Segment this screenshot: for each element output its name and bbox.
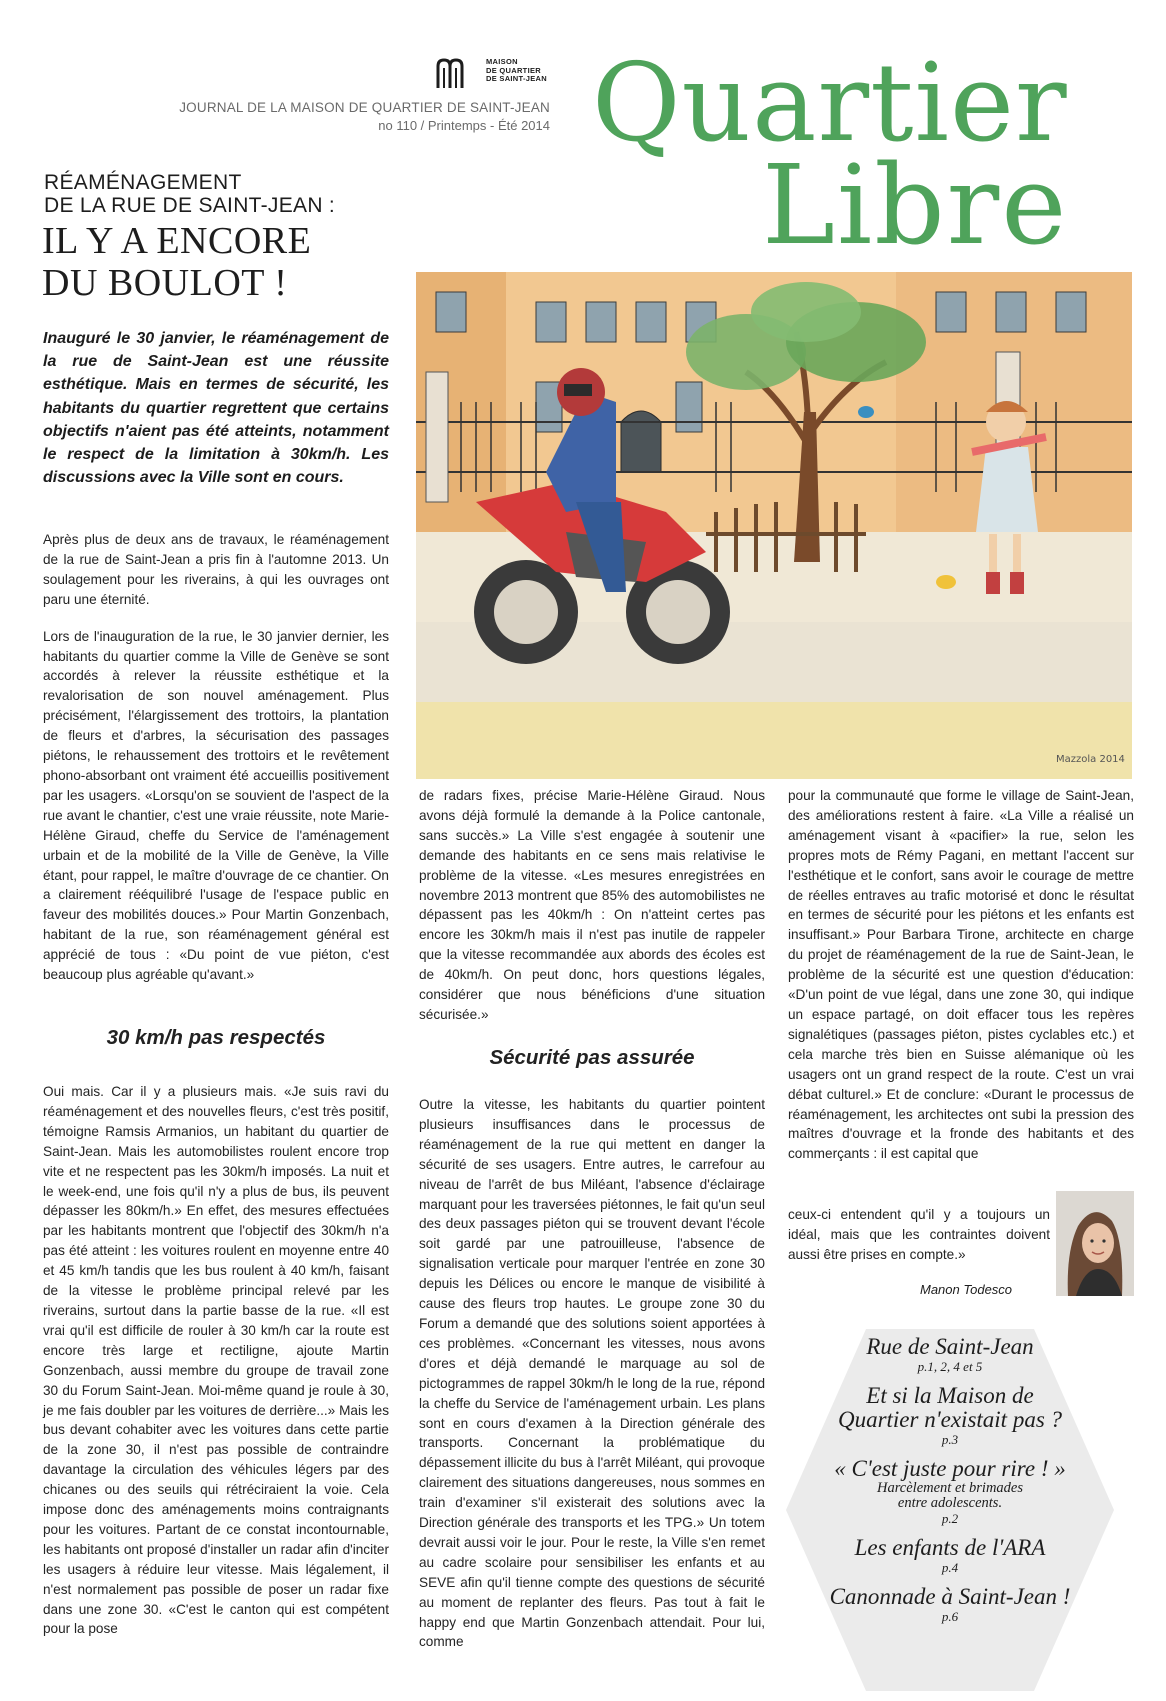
toc-title: Et si la Maison de Quartier n'existait pas ? [837, 1383, 1063, 1432]
journal-title: JOURNAL DE LA MAISON DE QUARTIER DE SAINT-JEAN [179, 100, 550, 115]
toc-title: Canonnade à Saint-Jean ! [829, 1584, 1071, 1609]
issue-number: no 110 / Printemps - Été 2014 [378, 118, 550, 133]
maison-quartier-logo-icon [434, 56, 470, 92]
article-headline: IL Y A ENCORE DU BOULOT ! [42, 220, 312, 304]
paragraph: Oui mais. Car il y a plusieurs mais. «Je suis ravi du réaménagement et des nouvelles fleurs, c'est très positif, témoigne Ramsis Armanios, un habitant du quartier de Saint-Jean. Mais les automobilistes roulent encore trop vite et ne respectent pas les 30km/h imposés. La nuit et le week-end, une fois qu'il n'y a plus de bus, ils peuvent dépasser les 80km/h.» En effet, des mesures effectuées par les habitants montrent que l'objectif des 30km/h n'a pas été atteint : les voitures roulent en moyenne entre 40 et 45 km/h tandis que les bus roulent à 40 km/h, faisant de la vitesse le problème principal relevé par les riverains, surtout dans la partie basse de la rue. «Il est vrai qu'il est difficile de rouler à 30 km/h car la route est encore très large et rectiligne, ajoute Martin Gonzenbach, aussi membre du groupe de travail zone 30 du Forum Saint-Jean. Moi-même quand je roule à 30, je me fais doubler par les voitures de derrière...» Mais les bus devant cohabiter avec les voitures dans cette partie de la zone 30, il n'est pas possible de contraindre davantage la circulation des véhicules légers par des chicanes ou des seuils qui rétréciraient la voie. Cela impose donc des aménagements moins contraignants pour les voitures. Partant de ce constat incontournable, les habitants ont proposé d'installer un radar afin d'inciter les usagers à réduire leur vitesse. Mais légalement, il n'est normalement pas possible de poser un radar fixe dans une zone 30. «C'est le canton qui est compétent pour la pose [43, 1084, 389, 1637]
article-column-2-continued [419, 1095, 765, 1669]
paragraph: de radars fixes, précise Marie-Hélène Giraud. Nous avons déjà formulé la demande à la Police cantonale, sans succès.» La Ville s'est engagée à soutenir une demande des habitants en ce sens mais relativise le problème de la vitesse. «Les mesures enregistrées en novembre 2013 montrent que 85% des automobilistes ne dépassent pas les 40km/h : On n'atteint certes pas encore les 30km/h mais il n'est pas inutile de rappeler que la vitesse recommandée aux abords des écoles est de 40km/h. On peut donc, hors questions légales, considérer que nous bénéficions d'une situation sécurisée.» [419, 788, 765, 1022]
article-column-2 [419, 786, 765, 1042]
subheading-safety: Sécurité pas assurée [489, 1046, 695, 1069]
article-lead: Inauguré le 30 janvier, le réaménagement de la rue de Saint-Jean est une réussite esthétique. Mais en termes de sécurité, les habitants du quartier regrettent que certains objectifs n'aient pas été atteints, notamment le respect de la limitation à 30km/h. Les discussions avec la Ville sont en cours. [43, 330, 389, 487]
toc-title: Les enfants de l'ARA [854, 1535, 1046, 1560]
masthead-libre: Libre [762, 141, 1069, 269]
table-of-contents [784, 1335, 1116, 1634]
toc-title: « C'est juste pour rire ! » [834, 1456, 1066, 1481]
subheading-speed: 30 km/h pas respectés [106, 1026, 326, 1049]
toc-page: p.6 [941, 1609, 959, 1624]
author-photo [1056, 1191, 1134, 1296]
street-illustration [416, 272, 1132, 779]
toc-item[interactable] [784, 1384, 1116, 1448]
toc-page: p.2 [941, 1511, 959, 1526]
article-column-1-continued [43, 1082, 389, 1656]
article-kicker: RÉAMÉNAGEMENT DE LA RUE DE SAINT-JEAN : [44, 171, 336, 217]
toc-page: p.3 [941, 1432, 959, 1447]
article-column-3 [788, 786, 1134, 1164]
toc-item[interactable] [784, 1585, 1116, 1625]
author-byline: Manon Todesco [920, 1282, 1013, 1297]
toc-title: Rue de Saint-Jean [866, 1334, 1034, 1359]
article-column-3-end [788, 1205, 1050, 1265]
toc-item[interactable] [784, 1335, 1116, 1375]
paragraph: pour la communauté que forme le village de Saint-Jean, des améliorations restent à faire. «La Ville a réalisé un aménagement visant à «pacifier» la rue, selon les propres mots de Rémy Pagani, en mettant l'accent sur l'esthétique et le confort, sans avoir le courage de mettre de réelles entraves au trafic motorisé et donc le résultat en termes de sécurité pour les piétons et les enfants est insuffisant.» Pour Barbara Tirone, architecte en charge du projet de réaménagement de la rue de Saint-Jean, le problème de la sécurité est une question d'éducation: «D'un point de vue légal, dans une zone 30, qui indique un espace partagé, on doit effacer tous les repères signalétiques (passages piéton, pistes cyclables etc.) et cela marche très bien en Suisse alémanique où les usagers ont un grand respect de la route. C'est un vrai débat culturel.» Et de conclure: «Durant le processus de réaménagement, les architectes ont subi la pression des maîtres d'ouvrage et la fronde des habitants et des commerçants : il est capital que [788, 788, 1134, 1162]
paragraph: ceux-ci entendent qu'il y a toujours un idéal, mais que les contraintes doivent aussi être prises en compte.» [788, 1207, 1050, 1262]
logo-wordmark: MAISON DE QUARTIER DE SAINT-JEAN [486, 57, 547, 83]
article-column-1 [43, 530, 389, 1002]
toc-item[interactable] [784, 1457, 1116, 1527]
toc-page: p.1, 2, 4 et 5 [917, 1359, 983, 1374]
paragraph: Lors de l'inauguration de la rue, le 30 janvier dernier, les habitants du quartier comme la Ville de Genève se sont accordés à relever la réussite esthétique et la revalorisation de son nouvel aménagement. Plus précisément, l'élargissement des trottoirs, la plantation de fleurs et d'arbres, la sécurisation des passages piétons, le rehaussement des trottoirs et le revêtement phono-absorbant ont vraiment été accueillis positivement par les usagers. «Lorsqu'on se souvient de l'aspect de la rue avant le chantier, c'est une vraie réussite, note Marie-Hélène Giraud, cheffe du Service de l'aménagement urbain et de la mobilité de la Ville de Genève, la Ville étant, pour rappel, le maître d'ouvrage de ce chantier. On a clairement rééquilibré l'usage de l'espace public en faveur des mobilités douces.» Pour Martin Gonzenbach, habitant de la rue, son réaménagement général est apprécié de tous : «Du point de vue piéton, c'est beaucoup plus agréable qu'avant.» [43, 628, 389, 983]
masthead-quartier: Quartier [592, 41, 1068, 166]
paragraph: Après plus de deux ans de travaux, le réaménagement de la rue de Saint-Jean a pris fin à l'automne 2013. Un soulagement pour les riverains, à qui les ouvrages ont paru une éternité. [43, 532, 389, 607]
toc-item[interactable] [784, 1536, 1116, 1576]
toc-description: Harcèlement et brimades entre adolescents. [876, 1480, 1024, 1511]
paragraph: Outre la vitesse, les habitants du quartier pointent plusieurs insuffisances dans le processus de réaménagement de la rue qui mettent en danger la sécurité de ses usagers. Entre autres, le carrefour au niveau de l'arrêt de bus Miléant, l'absence d'éclairage marquant pour les traversées piétonnes, le fait qu'un seul des deux passages piéton qui se trouvent devant l'école soit gardé par une patrouilleuse, l'absence de signalisation verticale pour marquer l'entrée en zone 30 depuis les Délices ou encore le manque de visibilité à cause des fleurs trop hautes. Le groupe zone 30 du Forum a demandé que des solutions soient apportées à ces problèmes. «Concernant les vitesses, nous avons d'ores et déjà demandé le marquage au sol de pictogrammes de rappel 30km/h le long de la rue, répond la cheffe du Service de l'aménagement urbain. Les plans sont en cours d'examen à la Direction générale des transports. Concernant la problématique du dépassement illicite du bus à l'arrêt Miléant, qui provoque clairement des situations dangereuses, nous sommes en train d'examiner s'il existerait des solutions avec la Direction générale des transports et les TPG.» Un totem devrait aussi voir le jour. Pour le reste, la Ville s'en remet au cadre scolaire pour sensibiliser les enfants et au SEVE afin qu'il tienne compte des questions de sécurité au moment de replanter des fleurs. Pas tout à fait le happy end que Martin Gonzenbach attendait. Pour lui, comme [419, 1097, 765, 1650]
illustration-signature: Mazzola 2014 [1056, 754, 1125, 765]
toc-page: p.4 [941, 1560, 959, 1575]
